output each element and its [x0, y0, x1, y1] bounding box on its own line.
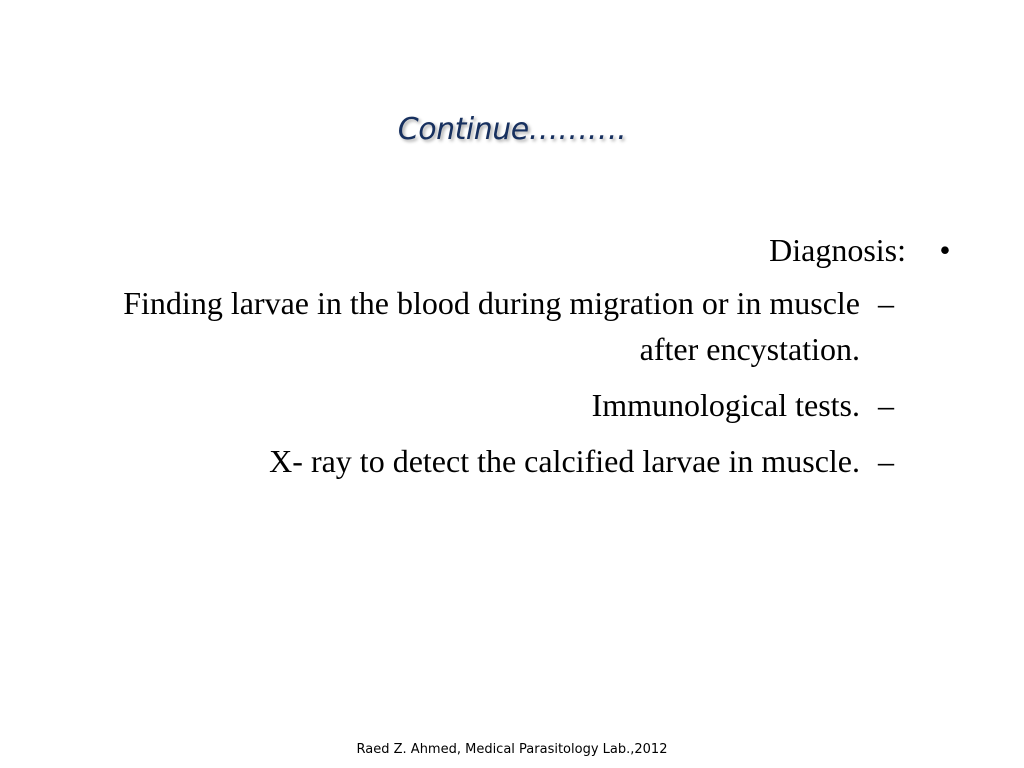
- dash-marker: –: [878, 387, 894, 423]
- bullet-text: Diagnosis:: [769, 232, 906, 268]
- sub-item-x-ray: [60, 438, 894, 484]
- slide-content: [60, 230, 960, 484]
- sub-item-text: Finding larvae in the blood during migration or in muscle after encystation.: [123, 285, 860, 367]
- slide-footer: Raed Z. Ahmed, Medical Parasitology Lab.,2012: [356, 742, 668, 757]
- sub-item-text: Immunological tests.: [591, 387, 860, 423]
- sub-item-finding-larvae: [60, 280, 894, 372]
- sub-item-immunological-tests: [60, 382, 894, 428]
- dash-marker: –: [878, 285, 894, 321]
- dash-marker: –: [878, 443, 894, 479]
- slide-title: Continue……….: [397, 112, 627, 147]
- sub-item-text: X- ray to detect the calcified larvae in muscle.: [269, 443, 860, 479]
- bullet-marker: •: [939, 232, 951, 268]
- bullet-item-diagnosis: [60, 230, 960, 270]
